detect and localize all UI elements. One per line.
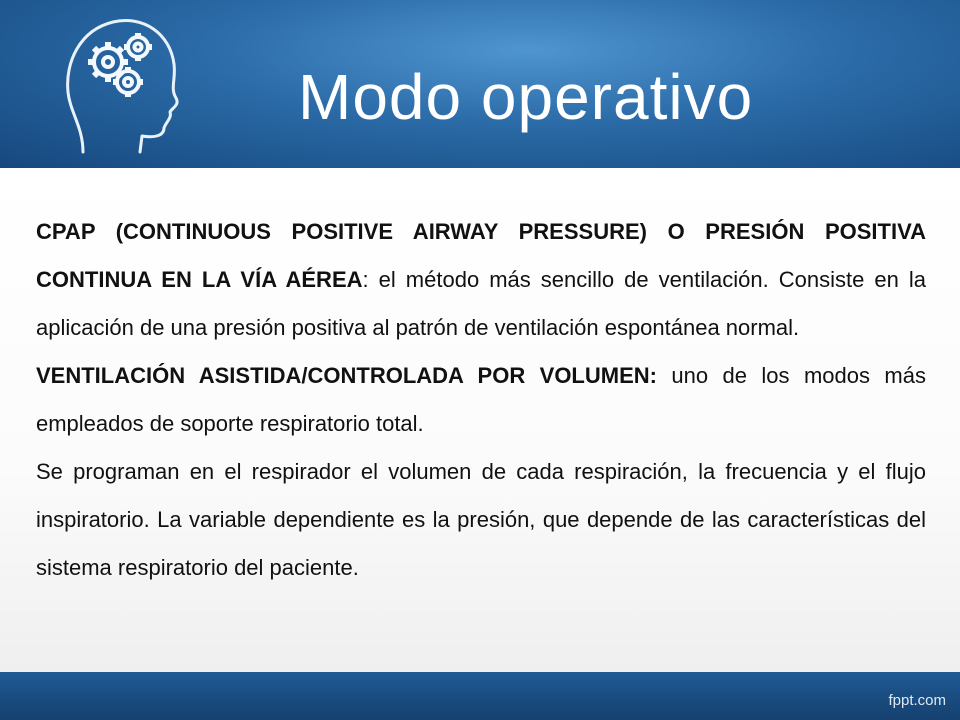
volume-ventilation-description: uno de los modos más empleados de soporte respiratorio total.	[36, 363, 926, 436]
paragraph-cpap	[36, 208, 926, 352]
term-cpap: CPAP (CONTINUOUS POSITIVE AIRWAY PRESSURE) O PRESIÓN POSITIVA CONTINUA EN LA VÍA AÉREA	[36, 219, 926, 292]
head-gears-icon	[38, 2, 188, 162]
paragraph-programming: Se programan en el respirador el volumen de cada respiración, la frecuencia y el flujo inspiratorio. La variable dependiente es la presión, que depende de las características del sistema respiratorio del paciente.	[36, 459, 926, 580]
brand-label: fppt.com	[888, 692, 946, 709]
paragraph-volume-ventilation	[36, 352, 926, 448]
slide-header	[0, 0, 960, 168]
term-volume-ventilation: VENTILACIÓN ASISTIDA/CONTROLADA POR VOLUMEN:	[36, 363, 657, 388]
slide-title: Modo operativo	[298, 61, 754, 133]
footer-bar	[0, 672, 960, 720]
cpap-description: : el método más sencillo de ventilación. Consiste en la aplicación de una presión positiva al patrón de ventilación espontánea normal.	[36, 267, 927, 340]
slide-body	[36, 208, 926, 592]
